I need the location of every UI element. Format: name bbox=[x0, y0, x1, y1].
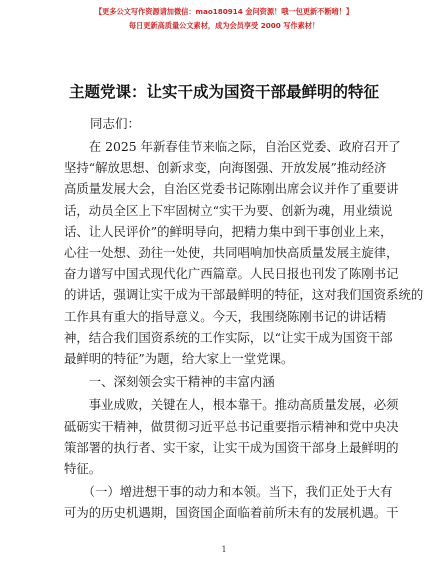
text-line: 心往一处想、劲往一处使，共同唱响加快高质量发展主旋律， bbox=[64, 245, 399, 261]
document-body bbox=[64, 136, 424, 524]
promo-banner-line-2: 每日更新高质量公文素材，成为会员享受 2000 写作素材！ bbox=[128, 21, 320, 30]
text-line: 高质量发展大会，自治区党委书记陈刚出席会议并作了重要讲 bbox=[64, 181, 399, 197]
text-line: 可为的历史机遇期，国资国企面临着前所未有的发展机遇。干 bbox=[64, 505, 399, 521]
promo-banner bbox=[0, 6, 448, 32]
paragraph-section-1 bbox=[64, 394, 399, 479]
page-number: 1 bbox=[221, 545, 227, 554]
text-line: 事业成败，关键在人，根本靠干。推动高质量发展，必须 bbox=[64, 397, 399, 413]
text-line: 工作具有重大的指导意义。今天，我围绕陈刚书记的讲话精 bbox=[64, 308, 387, 324]
salutation: 同志们： bbox=[90, 116, 141, 131]
section-heading-1 bbox=[64, 371, 384, 392]
paragraph-intro bbox=[64, 136, 424, 369]
text-line: 坚持“解放思想、创新求变，向海图强、开放发展”推动经济 bbox=[64, 160, 387, 176]
text-line: 神，结合我们国资系统的工作实际，以“让实干成为国资干部 bbox=[64, 329, 393, 345]
text-line: 特征。 bbox=[64, 461, 102, 477]
text-line: 在 2025 年新春佳节来临之际，自治区党委、政府召开了 bbox=[64, 139, 401, 154]
text-line: 话、让人民评价”的鲜明导向，把精力集中到干事创业上来， bbox=[64, 223, 393, 239]
promo-banner-line-1: 【更多公文写作资源请加微信：mao180914 金问资源！哦一包更新不断唷！】 bbox=[94, 7, 354, 16]
document-title: 主题党课：让实干成为国资干部最鲜明的特征 bbox=[68, 83, 379, 101]
text-line: 的讲话，强调让实干成为干部最鲜明的特征，这对我们国资系统的 bbox=[64, 287, 424, 303]
text-line: 砥砺实干精神，做贯彻习近平总书记重要指示精神和党中央决 bbox=[64, 418, 399, 434]
text-line: 奋力谱写中国式现代化广西篇章。人民日报也刊发了陈刚书记 bbox=[64, 266, 399, 282]
text-line: 一、深刻领会实干精神的丰富内涵 bbox=[64, 374, 275, 390]
text-line: 策部署的执行者、实干家，让实干成为国资干部身上最鲜明的 bbox=[64, 439, 399, 455]
text-line: （一）增进想干事的动力和本领。当下，我们正处于大有 bbox=[64, 484, 393, 500]
paragraph-subsection-1 bbox=[64, 481, 399, 523]
text-line: 最鲜明的特征”为题，给大家上一堂党课。 bbox=[64, 351, 294, 367]
text-line: 话，动员全区上下牢固树立“实干为要、创新为魂，用业绩说 bbox=[64, 202, 393, 218]
